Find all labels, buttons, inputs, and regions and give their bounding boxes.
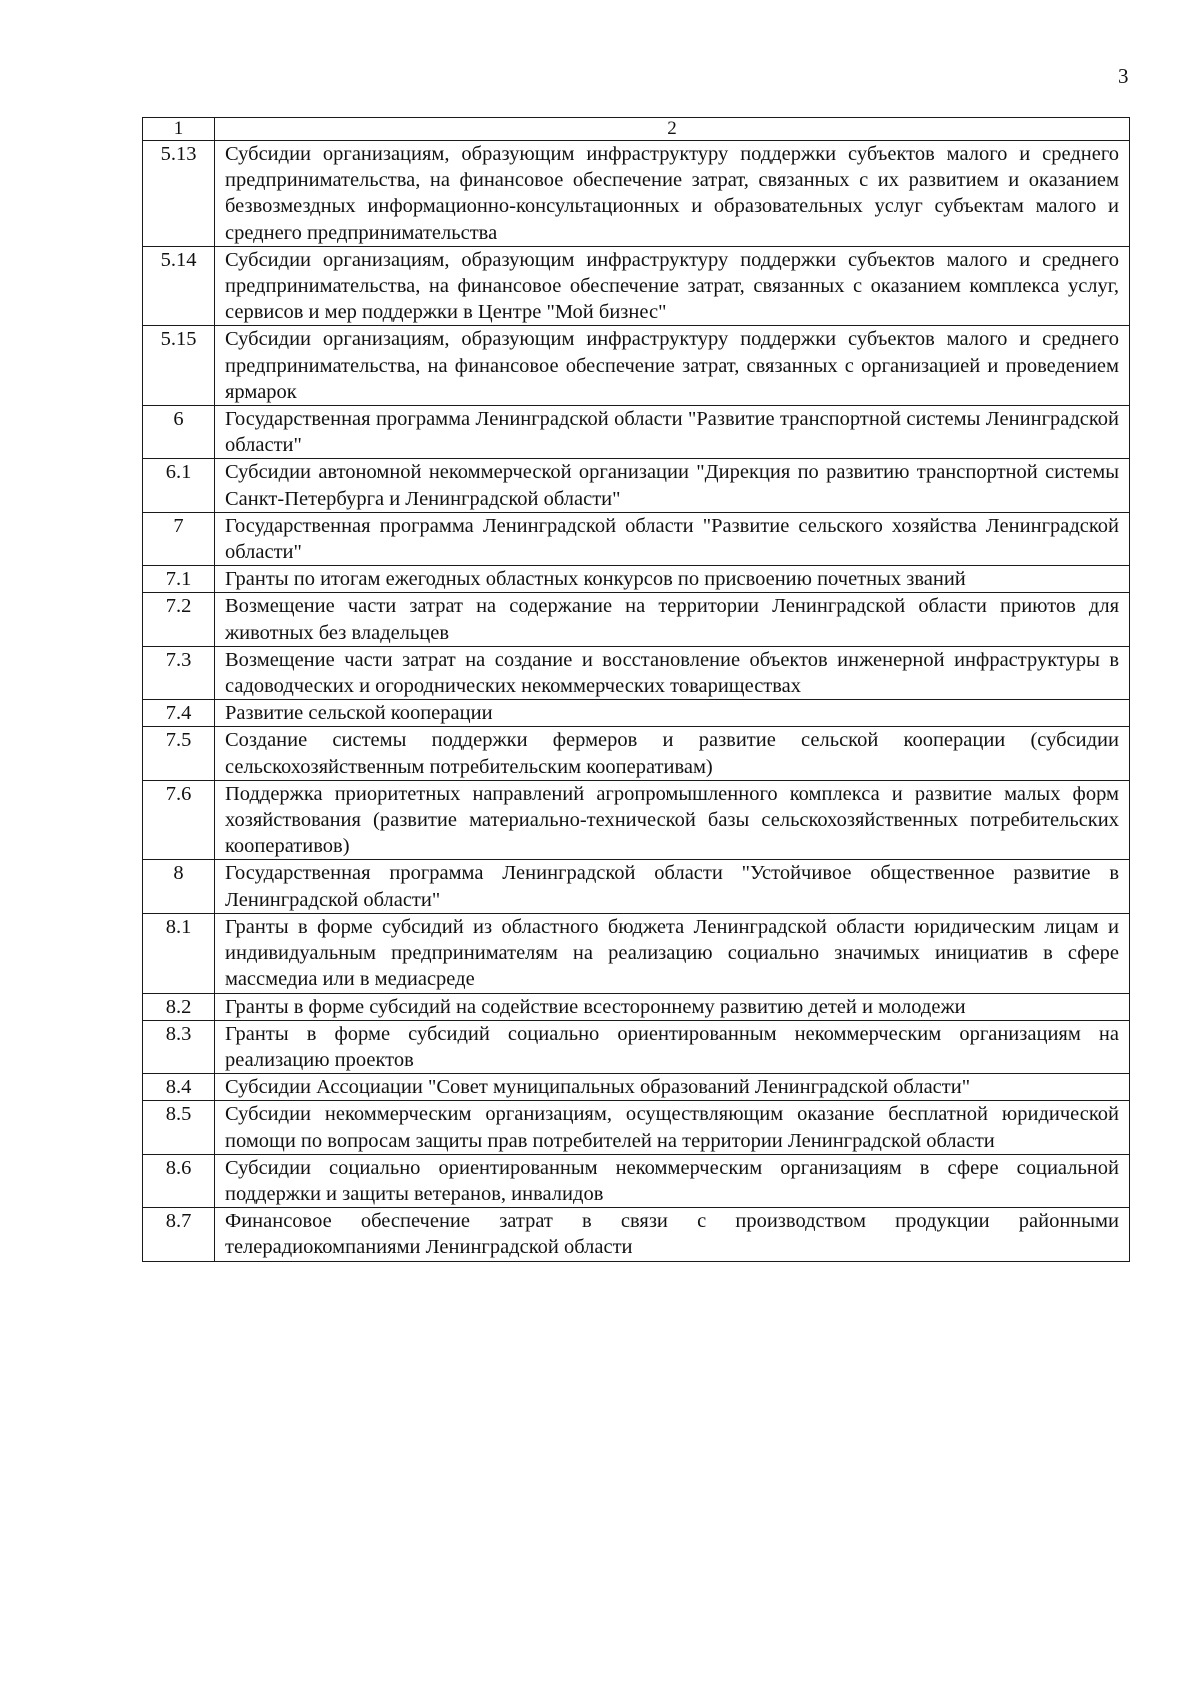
- row-text: Субсидии социально ориентированным некоммерческим организациям в сфере социальной поддержки и защиты ветеранов, инвалидов: [215, 1154, 1130, 1207]
- row-text: Гранты в форме субсидий на содействие всестороннему развитию детей и молодежи: [215, 993, 1130, 1020]
- subsidies-table: [142, 117, 1130, 1262]
- row-number: 8.3: [143, 1020, 215, 1073]
- row-number: 7.2: [143, 593, 215, 646]
- header-col-2: 2: [215, 118, 1130, 141]
- row-number: 7: [143, 512, 215, 565]
- row-text: Субсидии некоммерческим организациям, осуществляющим оказание бесплатной юридической помощи по вопросам защиты прав потребителей на территории Ленинградской области: [215, 1101, 1130, 1154]
- table-row: [143, 593, 1130, 646]
- row-text: Возмещение части затрат на создание и восстановление объектов инженерной инфраструктуры в садоводческих и огороднических некоммерческих товариществах: [215, 646, 1130, 699]
- row-number: 5.13: [143, 141, 215, 247]
- row-number: 8: [143, 860, 215, 913]
- table-row: [143, 727, 1130, 780]
- table-row: [143, 459, 1130, 512]
- table-row: [143, 141, 1130, 247]
- row-number: 8.6: [143, 1154, 215, 1207]
- row-number: 7.1: [143, 566, 215, 593]
- row-text: Поддержка приоритетных направлений агропромышленного комплекса и развитие малых форм хозяйствования (развитие материально-технической базы сельскохозяйственных потребительских кооперативов): [215, 780, 1130, 860]
- row-text: Возмещение части затрат на содержание на территории Ленинградской области приютов для животных без владельцев: [215, 593, 1130, 646]
- row-text: Государственная программа Ленинградской области "Развитие транспортной системы Ленинградской области": [215, 406, 1130, 459]
- row-number: 8.1: [143, 913, 215, 993]
- table-row: [143, 1208, 1130, 1261]
- table-row: [143, 860, 1130, 913]
- row-number: 7.4: [143, 700, 215, 727]
- table-row: [143, 566, 1130, 593]
- table-row: [143, 1020, 1130, 1073]
- row-number: 8.5: [143, 1101, 215, 1154]
- table-row: [143, 913, 1130, 993]
- table-row: [143, 780, 1130, 860]
- table-row: [143, 646, 1130, 699]
- row-number: 8.2: [143, 993, 215, 1020]
- row-text: Государственная программа Ленинградской области "Устойчивое общественное развитие в Ленинградской области": [215, 860, 1130, 913]
- row-text: Субсидии организациям, образующим инфраструктуру поддержки субъектов малого и среднего предпринимательства, на финансовое обеспечение затрат, связанных с оказанием комплекса услуг, сервисов и мер поддержки в Центре "Мой бизнес": [215, 246, 1130, 326]
- table-row: [143, 993, 1130, 1020]
- row-text: Гранты в форме субсидий социально ориентированным некоммерческим организациям на реализацию проектов: [215, 1020, 1130, 1073]
- row-text: Финансовое обеспечение затрат в связи с производством продукции районными телерадиокомпаниями Ленинградской области: [215, 1208, 1130, 1261]
- row-number: 5.15: [143, 326, 215, 406]
- row-number: 6: [143, 406, 215, 459]
- row-text: Гранты по итогам ежегодных областных конкурсов по присвоению почетных званий: [215, 566, 1130, 593]
- page-number: 3: [1118, 64, 1129, 88]
- table-row: [143, 246, 1130, 326]
- row-number: 8.7: [143, 1208, 215, 1261]
- table-row: [143, 700, 1130, 727]
- table-header-row: [143, 118, 1130, 141]
- row-text: Развитие сельской кооперации: [215, 700, 1130, 727]
- header-col-1: 1: [143, 118, 215, 141]
- table-row: [143, 1154, 1130, 1207]
- row-number: 6.1: [143, 459, 215, 512]
- table-row: [143, 512, 1130, 565]
- row-number: 7.3: [143, 646, 215, 699]
- row-text: Субсидии автономной некоммерческой организации "Дирекция по развитию транспортной системы Санкт-Петербурга и Ленинградской области": [215, 459, 1130, 512]
- row-text: Создание системы поддержки фермеров и развитие сельской кооперации (субсидии сельскохозяйственным потребительским кооперативам): [215, 727, 1130, 780]
- row-number: 7.5: [143, 727, 215, 780]
- table-row: [143, 1101, 1130, 1154]
- row-text: Субсидии Ассоциации "Совет муниципальных образований Ленинградской области": [215, 1074, 1130, 1101]
- row-text: Субсидии организациям, образующим инфраструктуру поддержки субъектов малого и среднего предпринимательства, на финансовое обеспечение затрат, связанных с их развитием и оказанием безвозмездных информационно-консультационных и образовательных услуг субъектам малого и среднего предпринимательства: [215, 141, 1130, 247]
- row-text: Государственная программа Ленинградской области "Развитие сельского хозяйства Ленинградской области": [215, 512, 1130, 565]
- row-text: Гранты в форме субсидий из областного бюджета Ленинградской области юридическим лицам и индивидуальным предпринимателям на реализацию социально значимых инициатив в сфере массмедиа или в медиасреде: [215, 913, 1130, 993]
- row-number: 5.14: [143, 246, 215, 326]
- row-text: Субсидии организациям, образующим инфраструктуру поддержки субъектов малого и среднего предпринимательства, на финансовое обеспечение затрат, связанных с организацией и проведением ярмарок: [215, 326, 1130, 406]
- table-row: [143, 1074, 1130, 1101]
- row-number: 7.6: [143, 780, 215, 860]
- row-number: 8.4: [143, 1074, 215, 1101]
- table-row: [143, 326, 1130, 406]
- table-row: [143, 406, 1130, 459]
